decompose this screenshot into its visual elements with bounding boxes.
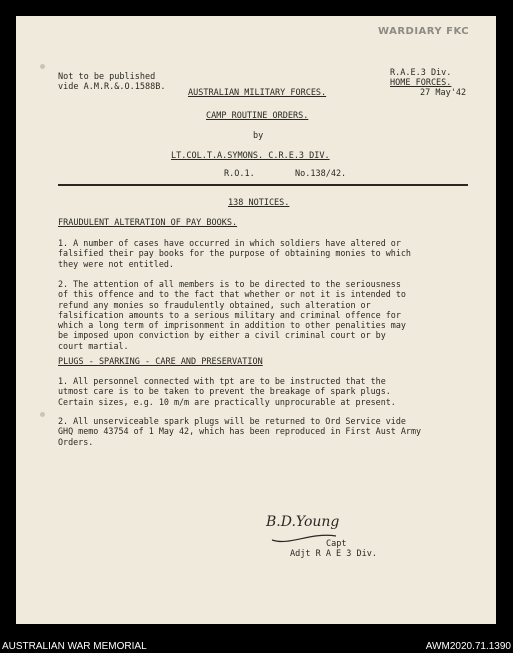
paragraph-line: 2. The attention of all members is to be directed to the seriousness <box>58 279 401 289</box>
signatory-rank: Capt <box>326 539 347 549</box>
paragraph <box>58 279 482 351</box>
document-page <box>16 16 496 624</box>
signatory-title: Adjt R A E 3 Div. <box>290 549 377 559</box>
paragraph-line: refund any monies so fraudulently obtained, such alteration or <box>58 299 371 310</box>
publication-note-line-1: Not to be published <box>58 72 156 82</box>
doc-type-heading: CAMP ROUTINE ORDERS. <box>206 111 309 121</box>
war-diary-stamp: WARDIARY FKC <box>378 26 470 37</box>
punch-hole <box>40 412 45 417</box>
footer-accession-number: AWM2020.71.1390 <box>425 641 511 652</box>
paragraph-line: 1. All personnel connected with tpt are to be instructed that the <box>58 376 386 386</box>
date-label: 27 May'42 <box>420 88 467 98</box>
paragraph-line: court martial. <box>58 340 129 351</box>
paragraph-line: Orders. <box>58 436 94 447</box>
paragraph <box>58 416 482 447</box>
paragraph-line: Certain sizes, e.g. 10 m/m are practically unprocurable at present. <box>58 396 396 407</box>
paragraph-line: falsified their pay books for the purpose of obtaining monies to which <box>58 248 411 259</box>
paragraph-line: be imposed upon conviction by either a civil criminal court or by <box>58 330 386 341</box>
ro-reference: R.O.1. <box>224 169 255 179</box>
section-heading: PLUGS - SPARKING - CARE AND PRESERVATION <box>58 357 263 367</box>
publication-note-line-2: vide A.M.R.&.O.1588B. <box>58 82 166 92</box>
paragraph-line: 2. All unserviceable spark plugs will be returned to Ord Service vide <box>58 416 406 426</box>
paragraph-line: 1. A number of cases have occurred in which soldiers have altered or <box>58 238 401 248</box>
unit-label: R.A.E.3 Div. <box>390 68 452 78</box>
author-heading: LT.COL.T.A.SYMONS. C.R.E.3 DIV. <box>171 151 330 161</box>
paragraph-line: of this offence and to the fact that whether or not it is intended to <box>58 289 406 300</box>
paragraph-line: falsification amounts to a serious military and criminal offence for <box>58 309 401 320</box>
order-number: No.138/42. <box>295 169 347 179</box>
paragraph-line: GHQ memo 43754 of 1 May 42, which has been reproduced in First Aust Army <box>58 426 422 437</box>
handwritten-signature: B.D.Young <box>266 514 340 530</box>
paragraph <box>58 376 482 407</box>
location-label: HOME FORCES. <box>390 78 452 88</box>
paragraph <box>58 238 482 269</box>
paragraph-line: utmost care is to be taken to prevent the breakage of spark plugs. <box>58 386 391 397</box>
org-heading: AUSTRALIAN MILITARY FORCES. <box>188 88 327 98</box>
footer-institution: AUSTRALIAN WAR MEMORIAL <box>2 641 147 652</box>
by-label: by <box>253 131 264 141</box>
paragraph-line: which a long term of imprisonment in addition to other penalities may <box>58 320 406 331</box>
separator-line <box>58 184 468 186</box>
notices-title: 138 NOTICES. <box>228 198 290 208</box>
section-heading: FRAUDULENT ALTERATION OF PAY BOOKS. <box>58 218 238 228</box>
punch-hole <box>40 64 45 69</box>
paragraph-line: they were not entitled. <box>58 258 174 269</box>
